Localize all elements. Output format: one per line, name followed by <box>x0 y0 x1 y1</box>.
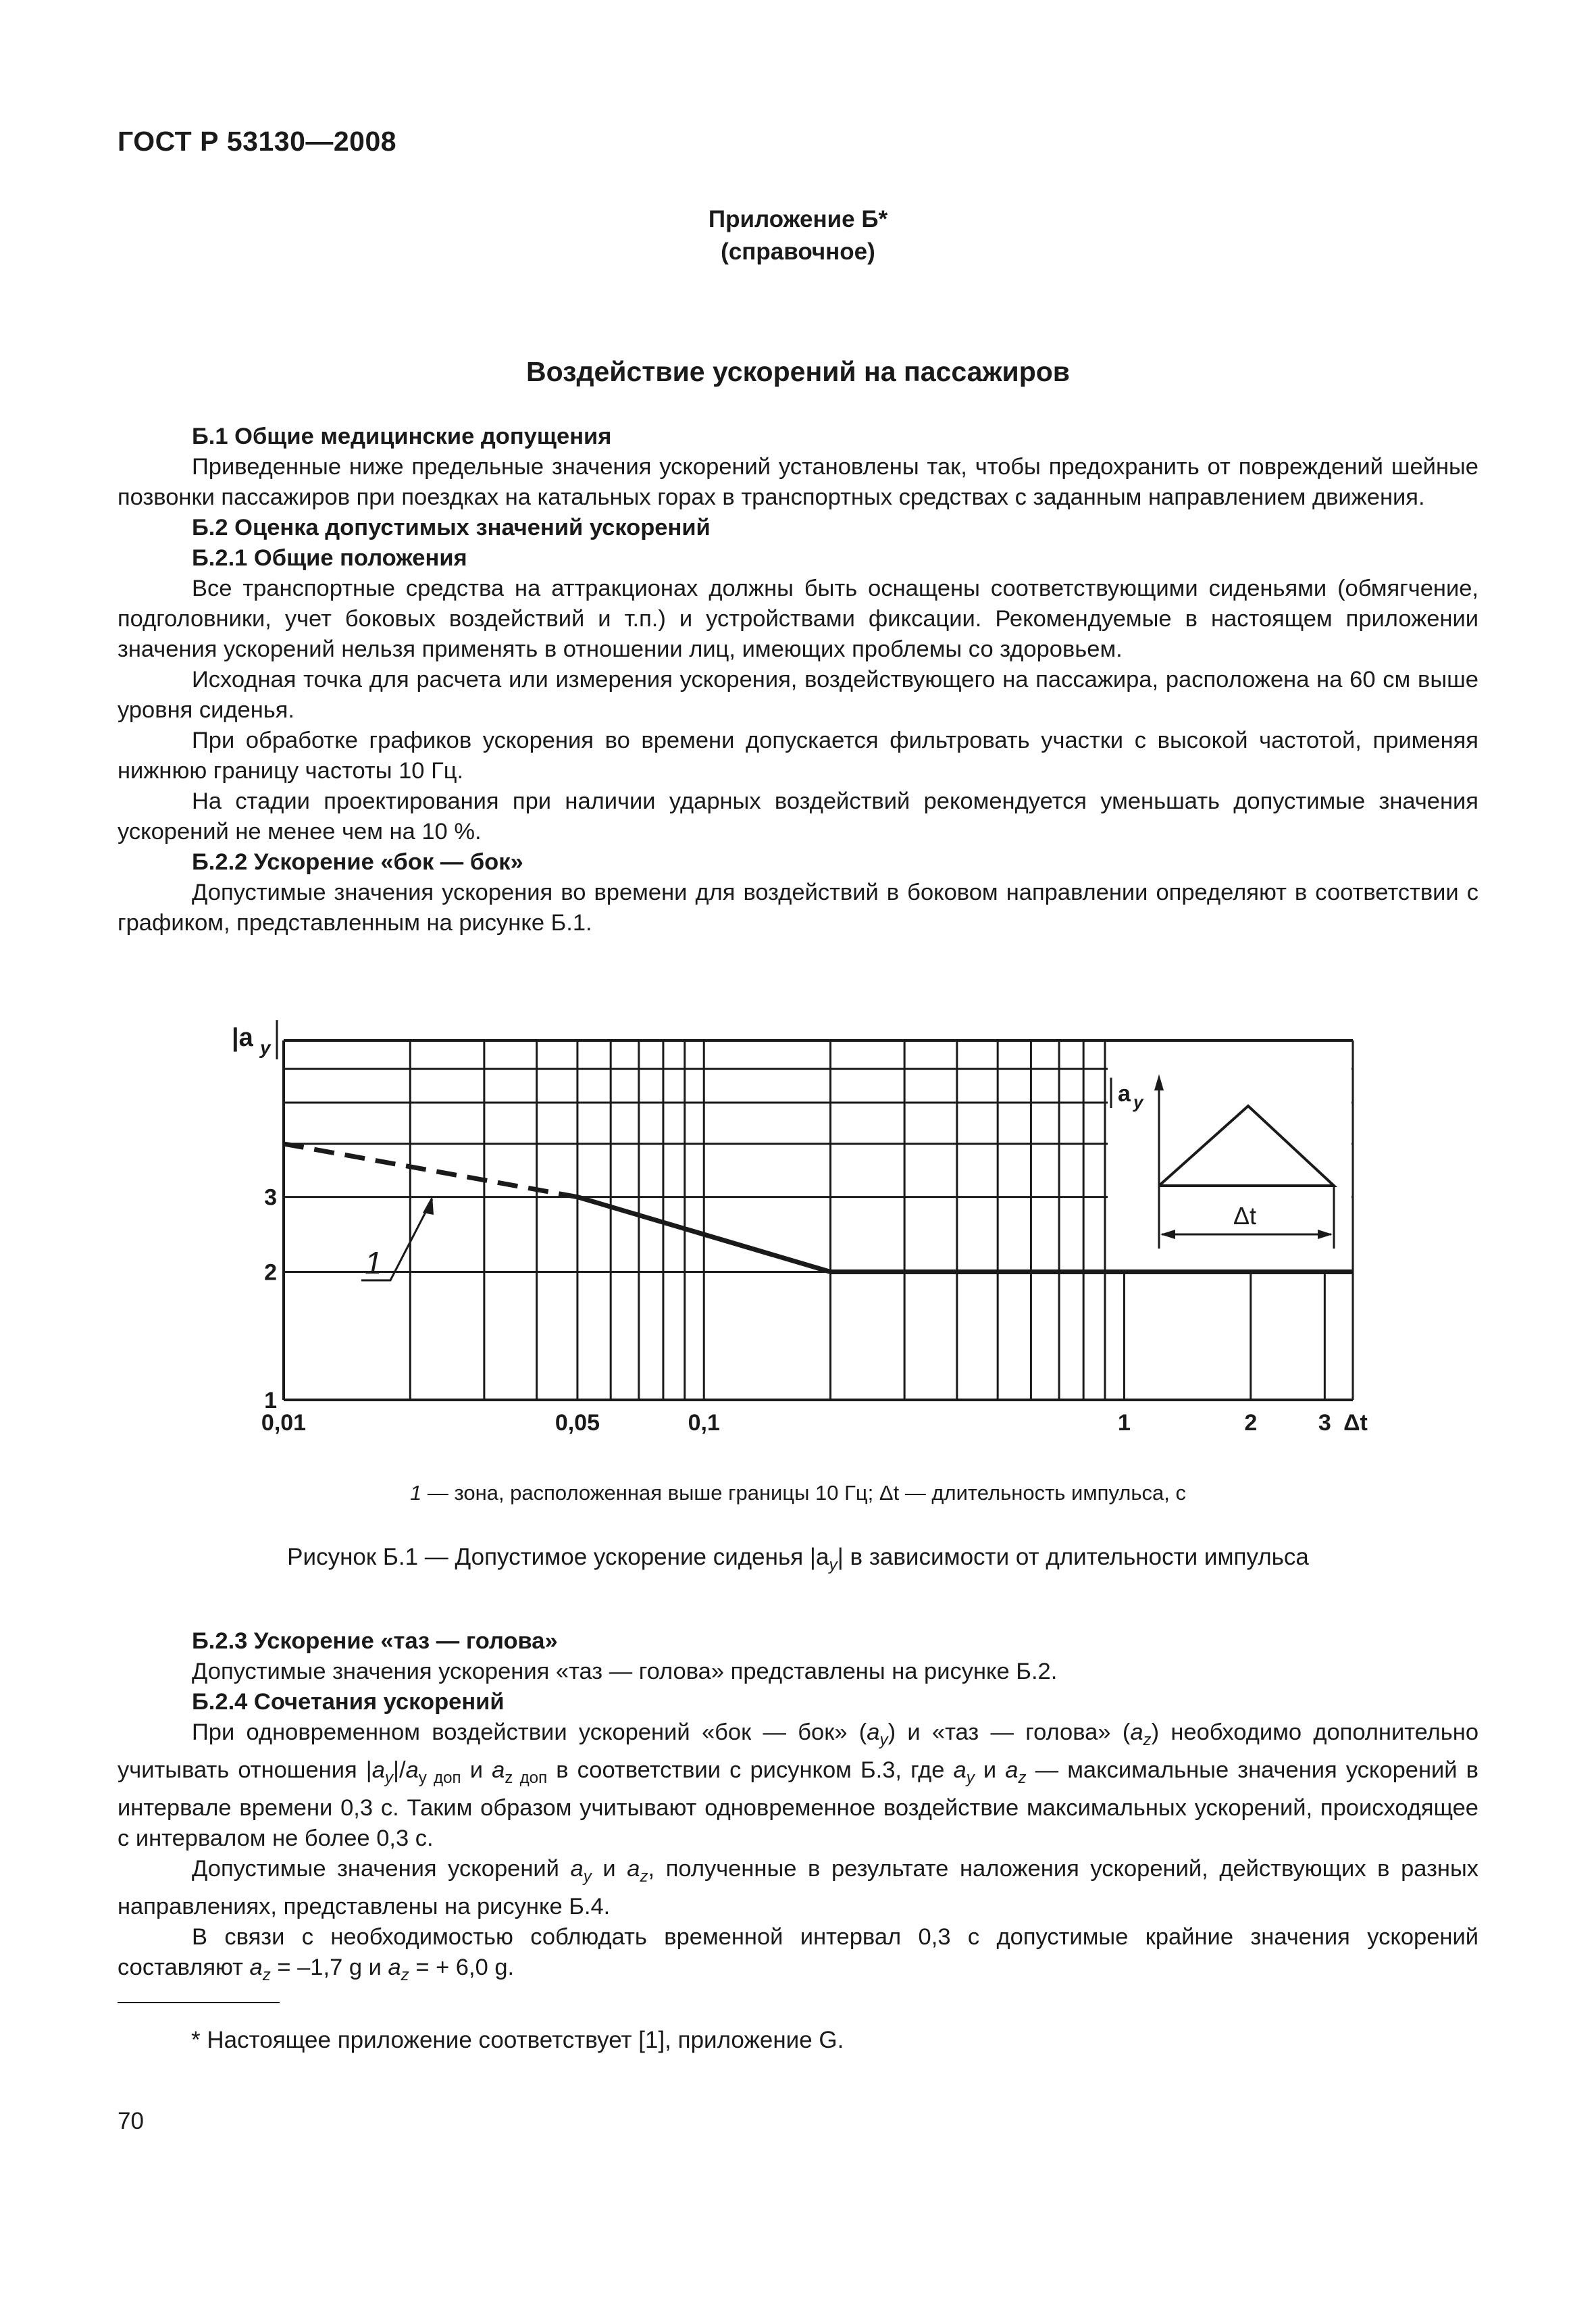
heading-b21: Б.2.1 Общие положения <box>192 545 467 571</box>
x-tick-label: 0,05 <box>555 1410 600 1436</box>
page-number: 70 <box>118 2108 144 2134</box>
paragraph: Допустимые значения ускорений $a_y$ и $a_z$, полученные в результате наложения ускорений, действующих в разных направлениях, представлены на рисунке Б.4. <box>118 1855 1478 1919</box>
annex-title: Приложение Б* <box>708 206 888 232</box>
paragraph: Приведенные ниже предельные значения ускорений установлены так, чтобы предохранить от повреждений шейные позвонки пассажиров при поездках на катальных горах в транспортных средствах с заданным направлением движения. <box>118 454 1478 510</box>
legend-text: — зона, расположенная выше границы 10 Гц; Δt — длительность импульса, с <box>427 1481 1186 1505</box>
caption-sub: y <box>829 1556 838 1574</box>
paragraph: Допустимые значения ускорения «таз — голова» представлены на рисунке Б.2. <box>192 1659 1058 1684</box>
zone-leader-arrow <box>423 1196 434 1215</box>
paragraph: При обработке графиков ускорения во времени допускается фильтровать участки с высокой частотой, применяя нижнюю границу частоты 10 Гц. <box>118 728 1478 784</box>
heading-b2: Б.2 Оценка допустимых значений ускорений <box>192 515 711 540</box>
body-text-upper <box>118 422 1478 938</box>
inset-x-label: Δt <box>1233 1202 1257 1230</box>
heading-b22: Б.2.2 Ускорение «бок — бок» <box>192 849 523 875</box>
section-title: Воздействие ускорений на пассажиров <box>525 356 1071 387</box>
annex-type: (справочное) <box>721 238 875 265</box>
zone-label: 1 <box>365 1245 382 1280</box>
heading-b1: Б.1 Общие медицинские допущения <box>192 424 612 449</box>
inset-y-label-sub: y <box>1133 1092 1143 1112</box>
x-tick-label: 0,1 <box>688 1410 720 1436</box>
heading-b24: Б.2.4 Сочетания ускорений <box>192 1689 505 1715</box>
document-header: ГОСТ Р 53130—2008 <box>118 126 397 157</box>
series-line-dashed <box>284 1144 577 1197</box>
paragraph: Исходная точка для расчета или измерения ускорения, воздействующего на пассажира, расположена на 60 см выше уровня сиденья. <box>118 667 1478 723</box>
footnote: * Настоящее приложение соответствует [1], приложение G. <box>191 2027 844 2053</box>
y-tick-label: 3 <box>264 1184 277 1211</box>
x-tick-label: 3 <box>1318 1410 1331 1436</box>
x-tick-label: 2 <box>1244 1410 1258 1436</box>
annex-heading <box>0 203 1596 268</box>
inset-box <box>1108 1042 1352 1270</box>
x-tick-label: 1 <box>1118 1410 1131 1436</box>
paragraph: В связи с необходимостью соблюдать временной интервал 0,3 с допустимые крайние значения ускорений составляют $a_z = -1,7$ g и $a_z$ = + 6,0 g. <box>118 1923 1478 1984</box>
caption-text-end: | в зависимости от длительности импульса <box>837 1544 1309 1570</box>
y-axis-label: |a <box>232 1024 253 1052</box>
figure-legend <box>0 1481 1596 1505</box>
paragraph: Допустимые значения ускорения во времени для воздействий в боковом направлении определяют в соответствии с графиком, представленным на рисунке Б.1. <box>118 880 1478 936</box>
body-text-lower <box>118 1626 1478 1990</box>
caption-text: Рисунок Б.1 — Допустимое ускорение сиденья |a <box>287 1544 829 1570</box>
y-axis-label-sub: y <box>260 1037 271 1058</box>
footnote-separator <box>118 2002 280 2003</box>
paragraph: Все транспортные средства на аттракционах должны быть оснащены соответствующими сиденьями (обмягчение, подголовники, учет боковых воздействий и т.п.) и устройствами фиксации. Рекомендуемые в настоящем приложении значения ускорений нельзя применять в отношении лиц, имеющих проблемы со здоровьем. <box>118 576 1478 662</box>
legend-number: 1 <box>409 1481 422 1505</box>
y-tick-label: 2 <box>264 1259 277 1286</box>
inset-background <box>1108 1042 1352 1270</box>
heading-b23: Б.2.3 Ускорение «таз — голова» <box>192 1628 558 1654</box>
inset-y-label: a <box>1118 1081 1131 1107</box>
x-tick-label: 0,01 <box>261 1410 307 1436</box>
figure-b1-chart <box>0 1000 1596 1459</box>
y-tick-label: 1 <box>264 1388 277 1413</box>
paragraph: При одновременном воздействии ускорений «бок — бок» $(a_y)$ и «таз — голова» $(a_z)$ необходимо дополнительно учитывать отношения $|a_y|/a_{y доп}$ и $a_{z доп}$ в соответствии с рисунком Б.3, где $a_y$ и $a_z$ — максимальные значения ускорений в интервале времени 0,3 с. Таким образом учитывают одновременное воздействие максимальных ускорений, происходящее с интервалом не более 0,3 с. <box>118 1719 1479 1851</box>
x-axis-label: Δt <box>1343 1410 1368 1436</box>
paragraph: На стадии проектирования при наличии ударных воздействий рекомендуется уменьшать допустимые значения ускорений не менее чем на 10 %. <box>118 788 1478 845</box>
figure-caption <box>0 1544 1596 1575</box>
